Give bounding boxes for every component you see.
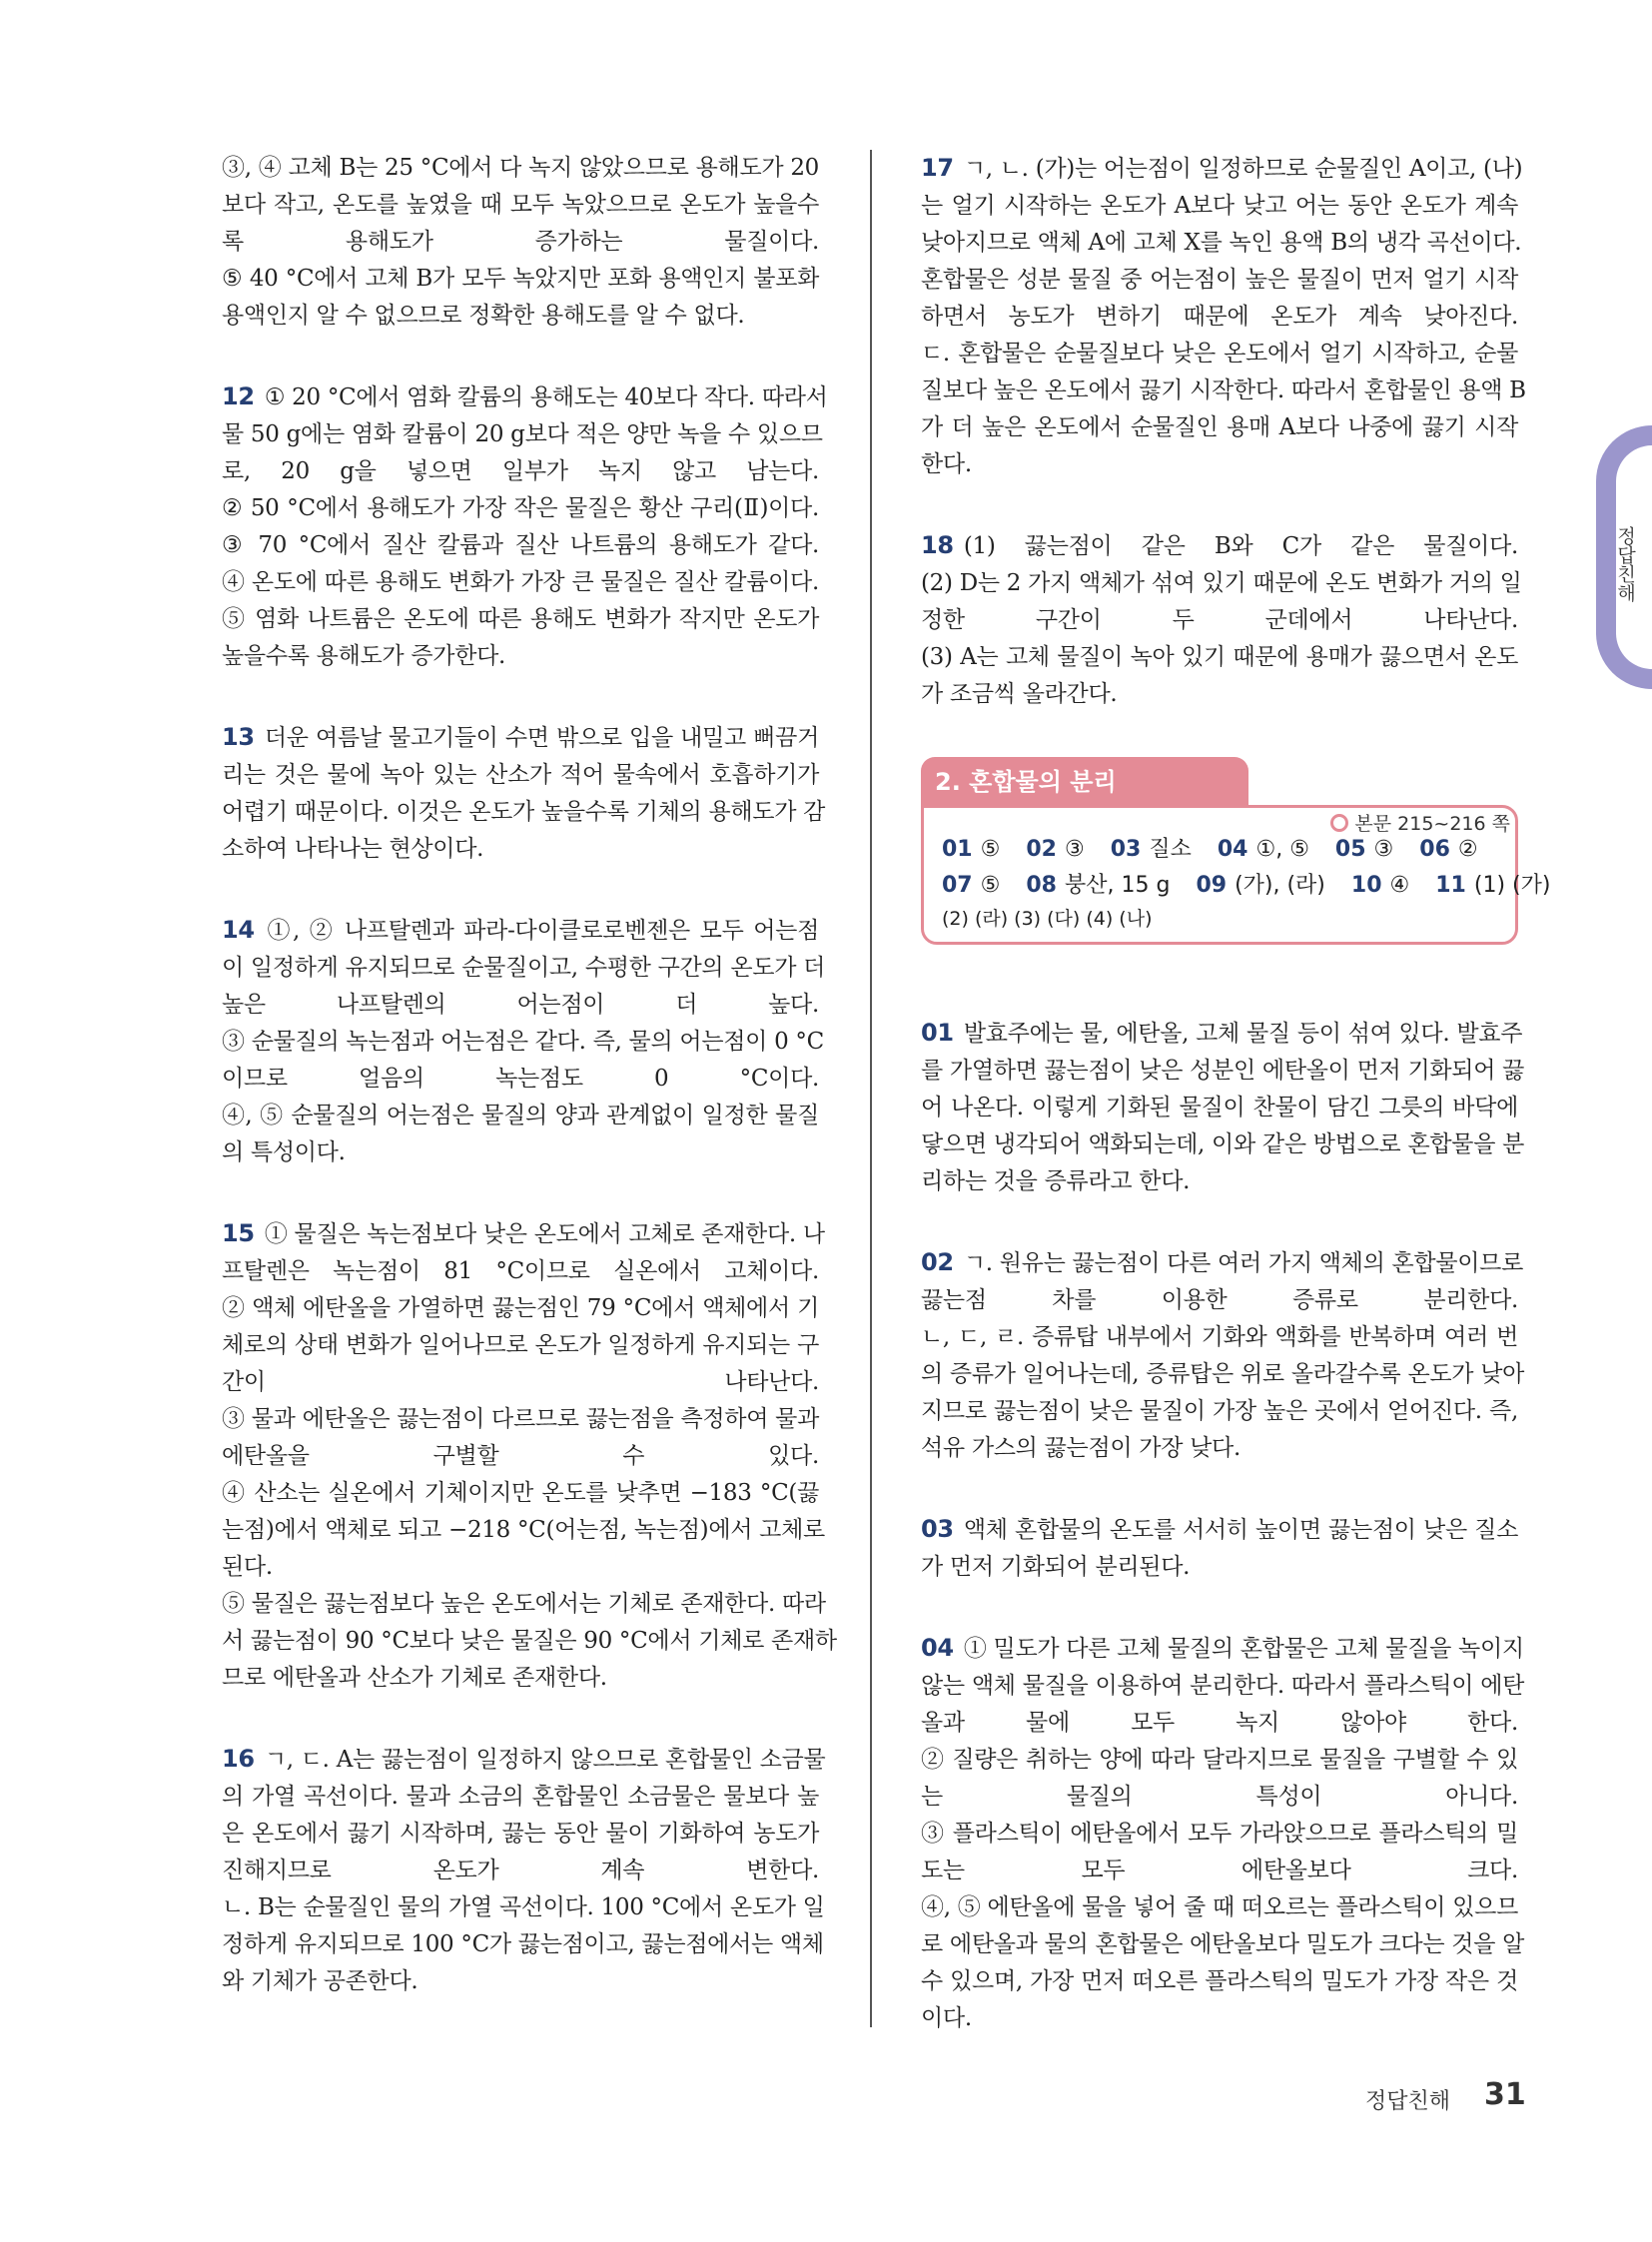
answer-text: 석유 가스의 끓는점이 가장 낮다. bbox=[921, 1435, 1240, 1461]
answer-text: 낮아지므로 액체 A에 고체 X를 녹인 용액 B의 냉각 곡선이다. bbox=[921, 230, 1522, 256]
answer-text: 가 먼저 기화되어 분리된다. bbox=[921, 1554, 1191, 1580]
question-number: 03 bbox=[921, 1515, 954, 1543]
answer-key-number: 11 bbox=[1435, 873, 1466, 898]
answer-line bbox=[222, 987, 819, 1024]
answer-key-number: 04 bbox=[1217, 837, 1248, 862]
answer-line bbox=[921, 1244, 1524, 1282]
answer-line bbox=[222, 1475, 819, 1512]
answer-line bbox=[921, 1393, 1518, 1430]
answer-line bbox=[222, 564, 819, 601]
answer-key-number: 08 bbox=[1026, 873, 1057, 898]
answer-text: 체로의 상태 변화가 일어나므로 온도가 일정하게 유지되는 구 bbox=[222, 1332, 819, 1358]
answer-text: ④ 온도에 따른 용해도 변화가 가장 큰 물질은 질산 칼륨이다. bbox=[222, 569, 819, 595]
answer-text: ④, ⑤ 에탄올에 물을 넣어 줄 때 떠오르는 플라스틱이 있으므 bbox=[921, 1894, 1518, 1920]
answer-line bbox=[222, 1098, 819, 1134]
answer-text: ③ 순물질의 녹는점과 어는점은 같다. 즉, 물의 어는점이 0 °C bbox=[222, 1029, 824, 1055]
answer-text: ③ 플라스틱이 에탄올에서 모두 가라앉으므로 플라스틱의 밀 bbox=[921, 1821, 1518, 1847]
answer-line bbox=[222, 1889, 825, 1926]
question-number: 13 bbox=[222, 723, 255, 751]
answer-text: 이므로 얼음의 녹는점도 0 °C이다. bbox=[222, 1066, 819, 1092]
answer-line bbox=[222, 1853, 819, 1889]
footer-label: 정답친해 bbox=[1365, 2089, 1451, 2114]
answer-key-value: ①, ⑤ bbox=[1255, 837, 1309, 862]
answer-text: ⑤ 염화 나트륨은 온도에 따른 용해도 변화가 작지만 온도가 bbox=[222, 606, 819, 632]
answer-text: 올과 물에 모두 녹지 않아야 한다. bbox=[921, 1710, 1518, 1736]
answer-line bbox=[921, 1549, 1518, 1586]
answer-text: 수 있으며, 가장 먼저 떠오른 플라스틱의 밀도가 가장 작은 것 bbox=[921, 1968, 1518, 1994]
answer-line bbox=[222, 1816, 819, 1853]
answer-text: ㄴ. B는 순물질인 물의 가열 곡선이다. 100 °C에서 온도가 일 bbox=[222, 1894, 825, 1920]
answer-text: 의 특성이다. bbox=[222, 1139, 346, 1165]
answer-text: ㄱ. 원유는 끓는점이 다른 여러 가지 액체의 혼합물이므로 bbox=[963, 1250, 1524, 1276]
answer-text: 로, 20 g을 넣으면 일부가 녹지 않고 남는다. bbox=[222, 458, 819, 484]
answer-key-number: 02 bbox=[1026, 837, 1057, 862]
answer-text: ① 20 °C에서 염화 칼륨의 용해도는 40보다 작다. 따라서 bbox=[264, 384, 828, 410]
answer-line bbox=[921, 1511, 1518, 1549]
answer-item bbox=[222, 150, 819, 335]
answer-line bbox=[222, 1327, 819, 1364]
answer-key-value: (가), (라) bbox=[1235, 873, 1325, 898]
answer-text: 가 더 높은 온도에서 순물질인 용매 A보다 나중에 끓기 시작 bbox=[921, 414, 1518, 440]
answer-item bbox=[222, 378, 828, 675]
answer-line bbox=[222, 912, 819, 950]
answer-line bbox=[222, 490, 819, 527]
answer-line bbox=[921, 1963, 1518, 2000]
answer-text: 혼합물은 성분 물질 중 어는점이 높은 물질이 먼저 얼기 시작 bbox=[921, 267, 1518, 293]
answer-text: ③ 70 °C에서 질산 칼륨과 질산 나트륨의 용해도가 같다. bbox=[222, 532, 819, 558]
answer-item bbox=[222, 1215, 837, 1697]
answer-text: ① 물질은 녹는점보다 낮은 온도에서 고체로 존재한다. 나 bbox=[264, 1221, 825, 1247]
answer-line bbox=[921, 2000, 1518, 2037]
answer-text: 은 온도에서 끓기 시작하며, 끓는 동안 물이 기화하여 농도가 bbox=[222, 1821, 819, 1847]
answer-text: 가 조금씩 올라간다. bbox=[921, 681, 1118, 707]
answer-line bbox=[222, 1215, 825, 1253]
answer-text: 어 나온다. 이렇게 기화된 물질이 찬물이 담긴 그릇의 바닥에 bbox=[921, 1095, 1518, 1121]
answer-line bbox=[921, 565, 1522, 602]
answer-text: 의 증류가 일어나는데, 증류탑은 위로 올라갈수록 온도가 낮아 bbox=[921, 1361, 1525, 1387]
answer-line bbox=[921, 1668, 1525, 1705]
answer-key-number: 03 bbox=[1110, 837, 1142, 862]
answer-text: (2) D는 2 가지 액체가 섞여 있기 때문에 온도 변화가 거의 일 bbox=[921, 570, 1522, 596]
answer-text: 하면서 농도가 변하기 때문에 온도가 계속 낮아진다. bbox=[921, 304, 1518, 330]
answer-key-value: 질소 bbox=[1149, 837, 1192, 862]
answer-text: 물 50 g에는 염화 칼륨이 20 g보다 적은 양만 녹을 수 있으므 bbox=[222, 421, 823, 447]
answer-line bbox=[921, 299, 1518, 336]
answer-text: (1) 끓는점이 같은 B와 C가 같은 물질이다. bbox=[963, 533, 1518, 559]
answer-line bbox=[921, 373, 1526, 409]
answer-text: 닿으면 냉각되어 액화되는데, 이와 같은 방법으로 혼합물을 분 bbox=[921, 1131, 1525, 1157]
answer-text: 와 기체가 공존한다. bbox=[222, 1968, 418, 1994]
answer-text: ② 질량은 취하는 양에 따라 달라지므로 물질을 구별할 수 있 bbox=[921, 1747, 1518, 1773]
answer-line bbox=[222, 601, 819, 638]
answer-line bbox=[921, 1742, 1518, 1779]
answer-item bbox=[921, 1511, 1518, 1586]
answer-text: 의 가열 곡선이다. 물과 소금의 혼합물인 소금물은 물보다 높 bbox=[222, 1784, 819, 1810]
answer-line bbox=[222, 1549, 819, 1586]
answer-line bbox=[222, 1061, 819, 1098]
answer-key-value: ④ bbox=[1389, 873, 1410, 898]
answer-line bbox=[222, 150, 819, 187]
answer-key-number: 05 bbox=[1334, 837, 1366, 862]
answer-item bbox=[921, 527, 1522, 713]
answer-line bbox=[222, 527, 819, 564]
question-number: 01 bbox=[921, 1019, 954, 1047]
answer-text: ② 액체 에탄올을 가열하면 끓는점인 79 °C에서 액체에서 기 bbox=[222, 1295, 819, 1321]
answer-line bbox=[921, 1163, 1518, 1200]
answer-text: 를 가열하면 끓는점이 낮은 성분인 에탄올이 먼저 기화되어 끓 bbox=[921, 1058, 1525, 1084]
answer-text: 이 일정하게 유지되므로 순물질이고, 수평한 구간의 온도가 더 bbox=[222, 955, 826, 981]
answer-line bbox=[921, 1126, 1525, 1163]
answer-line bbox=[222, 1401, 819, 1438]
answer-line bbox=[222, 950, 826, 987]
answer-line bbox=[921, 446, 1518, 483]
answer-key-value: ③ bbox=[1373, 837, 1394, 862]
answer-line bbox=[921, 1630, 1524, 1668]
answer-row-3: (2) (라) (3) (다) (4) (나) bbox=[942, 908, 1153, 930]
question-number: 14 bbox=[222, 916, 255, 944]
question-number: 15 bbox=[222, 1219, 255, 1247]
answer-text: 는점)에서 액체로 되고 −218 °C(어는점, 녹는점)에서 고체로 bbox=[222, 1517, 825, 1543]
answer-line bbox=[222, 416, 823, 453]
answer-line bbox=[921, 1889, 1518, 1926]
answer-line bbox=[921, 188, 1518, 225]
answer-line bbox=[222, 831, 819, 868]
answer-item bbox=[222, 912, 826, 1171]
answer-text: 정한 구간이 두 군데에서 나타난다. bbox=[921, 607, 1518, 633]
answer-line bbox=[921, 150, 1523, 188]
page-number: 31 bbox=[1484, 2077, 1526, 2112]
answer-text: 간이 나타난다. bbox=[222, 1369, 819, 1395]
answer-line bbox=[222, 1586, 826, 1623]
answer-text: (3) A는 고체 물질이 녹아 있기 때문에 용매가 끓으면서 온도 bbox=[921, 644, 1518, 670]
answer-line bbox=[921, 1053, 1525, 1090]
answer-text: ①, ② 나프탈렌과 파라-다이클로로벤젠은 모두 어는점 bbox=[264, 918, 819, 944]
answer-text: ① 밀도가 다른 고체 물질의 혼합물은 고체 물질을 녹이지 bbox=[963, 1636, 1524, 1662]
answer-line bbox=[222, 187, 819, 224]
answer-line bbox=[222, 298, 819, 335]
answer-key-number: 09 bbox=[1196, 873, 1228, 898]
answer-line bbox=[921, 1816, 1518, 1853]
answer-line bbox=[222, 1779, 819, 1816]
answer-text: ㄱ, ㄴ. (가)는 어는점이 일정하므로 순물질인 A이고, (나) bbox=[963, 156, 1523, 182]
answer-text: 한다. bbox=[921, 451, 972, 477]
answer-text: ④, ⑤ 순물질의 어는점은 물질의 양과 관계없이 일정한 물질 bbox=[222, 1103, 819, 1128]
answer-key-value: 붕산, 15 g bbox=[1064, 873, 1171, 898]
answer-line bbox=[222, 1024, 824, 1061]
answer-text: 높을수록 용해도가 증가한다. bbox=[222, 643, 506, 669]
answer-text: 서 끓는점이 90 °C보다 낮은 물질은 90 °C에서 기체로 존재하 bbox=[222, 1628, 837, 1654]
answer-text: 록 용해도가 증가하는 물질이다. bbox=[222, 229, 819, 255]
answer-line bbox=[222, 638, 819, 675]
answer-item bbox=[921, 1244, 1525, 1467]
answer-key-number: 07 bbox=[942, 873, 973, 898]
answer-item bbox=[921, 1630, 1525, 2037]
answer-row-1 bbox=[942, 832, 1515, 868]
answer-text: 는 얼기 시작하는 온도가 A보다 낮고 어는 동안 온도가 계속 bbox=[921, 193, 1518, 219]
answer-line bbox=[222, 757, 819, 794]
answer-text: 리는 것은 물에 녹아 있는 산소가 적어 물속에서 호흡하기가 bbox=[222, 762, 819, 788]
answer-line bbox=[921, 1356, 1525, 1393]
answer-line bbox=[921, 409, 1518, 446]
answer-text: 므로 에탄올과 산소가 기체로 존재한다. bbox=[222, 1665, 607, 1691]
answer-box bbox=[921, 757, 1551, 963]
answer-line bbox=[222, 1926, 824, 1963]
answer-text: 리하는 것을 증류라고 한다. bbox=[921, 1168, 1191, 1194]
answer-line bbox=[222, 1512, 825, 1549]
question-number: 12 bbox=[222, 382, 255, 410]
answer-line bbox=[921, 1319, 1518, 1356]
answer-key-number: 01 bbox=[942, 837, 973, 862]
page-reference-text: 본문 215~216 쪽 bbox=[1354, 813, 1510, 835]
answer-line bbox=[921, 336, 1518, 373]
answer-text: ⑤ 40 °C에서 고체 B가 모두 녹았지만 포화 용액인지 불포화 bbox=[222, 266, 819, 292]
answer-box-title: 2. 혼합물의 분리 bbox=[921, 757, 1248, 807]
answer-key-number: 10 bbox=[1350, 873, 1382, 898]
answer-line bbox=[222, 1364, 819, 1401]
column-divider bbox=[870, 150, 872, 2027]
answer-text: 로 에탄올과 물의 혼합물은 에탄올보다 밀도가 크다는 것을 알 bbox=[921, 1931, 1525, 1957]
answer-line bbox=[921, 527, 1518, 565]
answer-text: 프탈렌은 녹는점이 81 °C이므로 실온에서 고체이다. bbox=[222, 1258, 819, 1284]
answer-text: 도는 모두 에탄올보다 크다. bbox=[921, 1858, 1518, 1883]
answer-text: 보다 작고, 온도를 높였을 때 모두 녹았으므로 온도가 높을수 bbox=[222, 192, 819, 218]
question-number: 17 bbox=[921, 154, 954, 182]
answer-text: 용액인지 알 수 없으므로 정확한 용해도를 알 수 없다. bbox=[222, 303, 745, 329]
answer-line bbox=[222, 1963, 819, 2000]
answer-text: 는 물질의 특성이 아니다. bbox=[921, 1784, 1518, 1810]
answer-line bbox=[222, 719, 819, 757]
answer-line bbox=[222, 1134, 819, 1171]
answer-key-value: ② bbox=[1457, 837, 1478, 862]
answer-text: 발효주에는 물, 에탄올, 고체 물질 등이 섞여 있다. 발효주 bbox=[963, 1021, 1523, 1047]
answer-line bbox=[921, 1705, 1518, 1742]
answer-line bbox=[921, 1779, 1518, 1816]
answer-box-body bbox=[921, 805, 1551, 945]
answer-text: ⑤ 물질은 끓는점보다 높은 온도에서는 기체로 존재한다. 따라 bbox=[222, 1591, 826, 1617]
answer-line bbox=[222, 1741, 826, 1779]
answer-text: ② 50 °C에서 용해도가 가장 작은 물질은 황산 구리(Ⅱ)이다. bbox=[222, 495, 819, 521]
answer-line bbox=[222, 794, 826, 831]
answer-key-number: 06 bbox=[1419, 837, 1450, 862]
answer-text: 끓는점 차를 이용한 증류로 분리한다. bbox=[921, 1287, 1518, 1313]
answer-text: 된다. bbox=[222, 1554, 273, 1580]
answer-line bbox=[921, 1282, 1518, 1319]
answer-line bbox=[921, 1015, 1523, 1053]
answer-line bbox=[222, 1660, 819, 1697]
answer-line bbox=[921, 262, 1518, 299]
answer-line bbox=[921, 1430, 1518, 1467]
answer-item bbox=[222, 719, 826, 868]
answer-line bbox=[222, 1253, 819, 1290]
answer-item bbox=[921, 150, 1526, 483]
answer-text: 더운 여름날 물고기들이 수면 밖으로 입을 내밀고 뻐끔거 bbox=[264, 725, 819, 751]
answer-line bbox=[921, 1853, 1518, 1889]
answer-text: ④ 산소는 실온에서 기체이지만 온도를 낮추면 −183 °C(끓 bbox=[222, 1480, 819, 1506]
answer-line bbox=[222, 224, 819, 261]
answer-row-2 bbox=[942, 868, 1551, 904]
answer-key-value: ③ bbox=[1064, 837, 1085, 862]
answer-text: 진해지므로 온도가 계속 변한다. bbox=[222, 1858, 819, 1883]
answer-line bbox=[921, 602, 1518, 639]
answer-text: 어렵기 때문이다. 이것은 온도가 높을수록 기체의 용해도가 감 bbox=[222, 799, 826, 825]
answer-text: ㄱ, ㄷ. A는 끓는점이 일정하지 않으므로 혼합물인 소금물 bbox=[264, 1747, 826, 1773]
question-number: 16 bbox=[222, 1745, 255, 1773]
answer-line bbox=[222, 1290, 819, 1327]
answer-line bbox=[222, 1438, 819, 1475]
answer-text: 액체 혼합물의 온도를 서서히 높이면 끓는점이 낮은 질소 bbox=[963, 1517, 1518, 1543]
answer-line bbox=[921, 1926, 1525, 1963]
answer-item bbox=[921, 1015, 1525, 1200]
answer-line bbox=[222, 453, 819, 490]
answer-key-value: ⑤ bbox=[980, 873, 1001, 898]
side-tab-label: 정답친해 bbox=[1614, 526, 1636, 602]
answer-line bbox=[921, 676, 1518, 713]
answer-item bbox=[222, 1741, 826, 2000]
answer-text: ㄷ. 혼합물은 순물질보다 낮은 온도에서 얼기 시작하고, 순물 bbox=[921, 341, 1518, 367]
right-column bbox=[921, 150, 1551, 2081]
answer-key-value: ⑤ bbox=[980, 837, 1001, 862]
answer-text: ③, ④ 고체 B는 25 °C에서 다 녹지 않았으므로 용해도가 20 bbox=[222, 155, 819, 181]
answer-line bbox=[222, 261, 819, 298]
left-column bbox=[222, 150, 837, 2044]
answer-line bbox=[921, 225, 1522, 262]
answer-text: 에탄올을 구별할 수 있다. bbox=[222, 1443, 819, 1469]
answer-text: 질보다 높은 온도에서 끓기 시작한다. 따라서 혼합물인 용액 B bbox=[921, 377, 1526, 403]
answer-text: 지므로 끓는점이 낮은 물질이 가장 높은 곳에서 얻어진다. 즉, bbox=[921, 1398, 1518, 1424]
question-number: 02 bbox=[921, 1248, 954, 1276]
answer-text: 않는 액체 물질을 이용하여 분리한다. 따라서 플라스틱이 에탄 bbox=[921, 1673, 1525, 1699]
answer-text: ③ 물과 에탄올은 끓는점이 다르므로 끓는점을 측정하여 물과 bbox=[222, 1406, 819, 1432]
answer-text: ㄴ, ㄷ, ㄹ. 증류탑 내부에서 기화와 액화를 반복하며 여러 번 bbox=[921, 1324, 1518, 1350]
question-number: 18 bbox=[921, 531, 954, 559]
question-number: 04 bbox=[921, 1634, 954, 1662]
answer-line bbox=[222, 1623, 837, 1660]
answer-text: 이다. bbox=[921, 2005, 972, 2031]
answer-line bbox=[222, 378, 828, 416]
answer-text: 정하게 유지되므로 100 °C가 끓는점이고, 끓는점에서는 액체 bbox=[222, 1931, 824, 1957]
answer-text: 소하여 나타나는 현상이다. bbox=[222, 836, 484, 862]
answer-line bbox=[921, 1090, 1518, 1126]
answer-line bbox=[921, 639, 1518, 676]
answer-key-value: (1) (가) bbox=[1473, 873, 1551, 898]
answer-text: 높은 나프탈렌의 어는점이 더 높다. bbox=[222, 992, 819, 1018]
